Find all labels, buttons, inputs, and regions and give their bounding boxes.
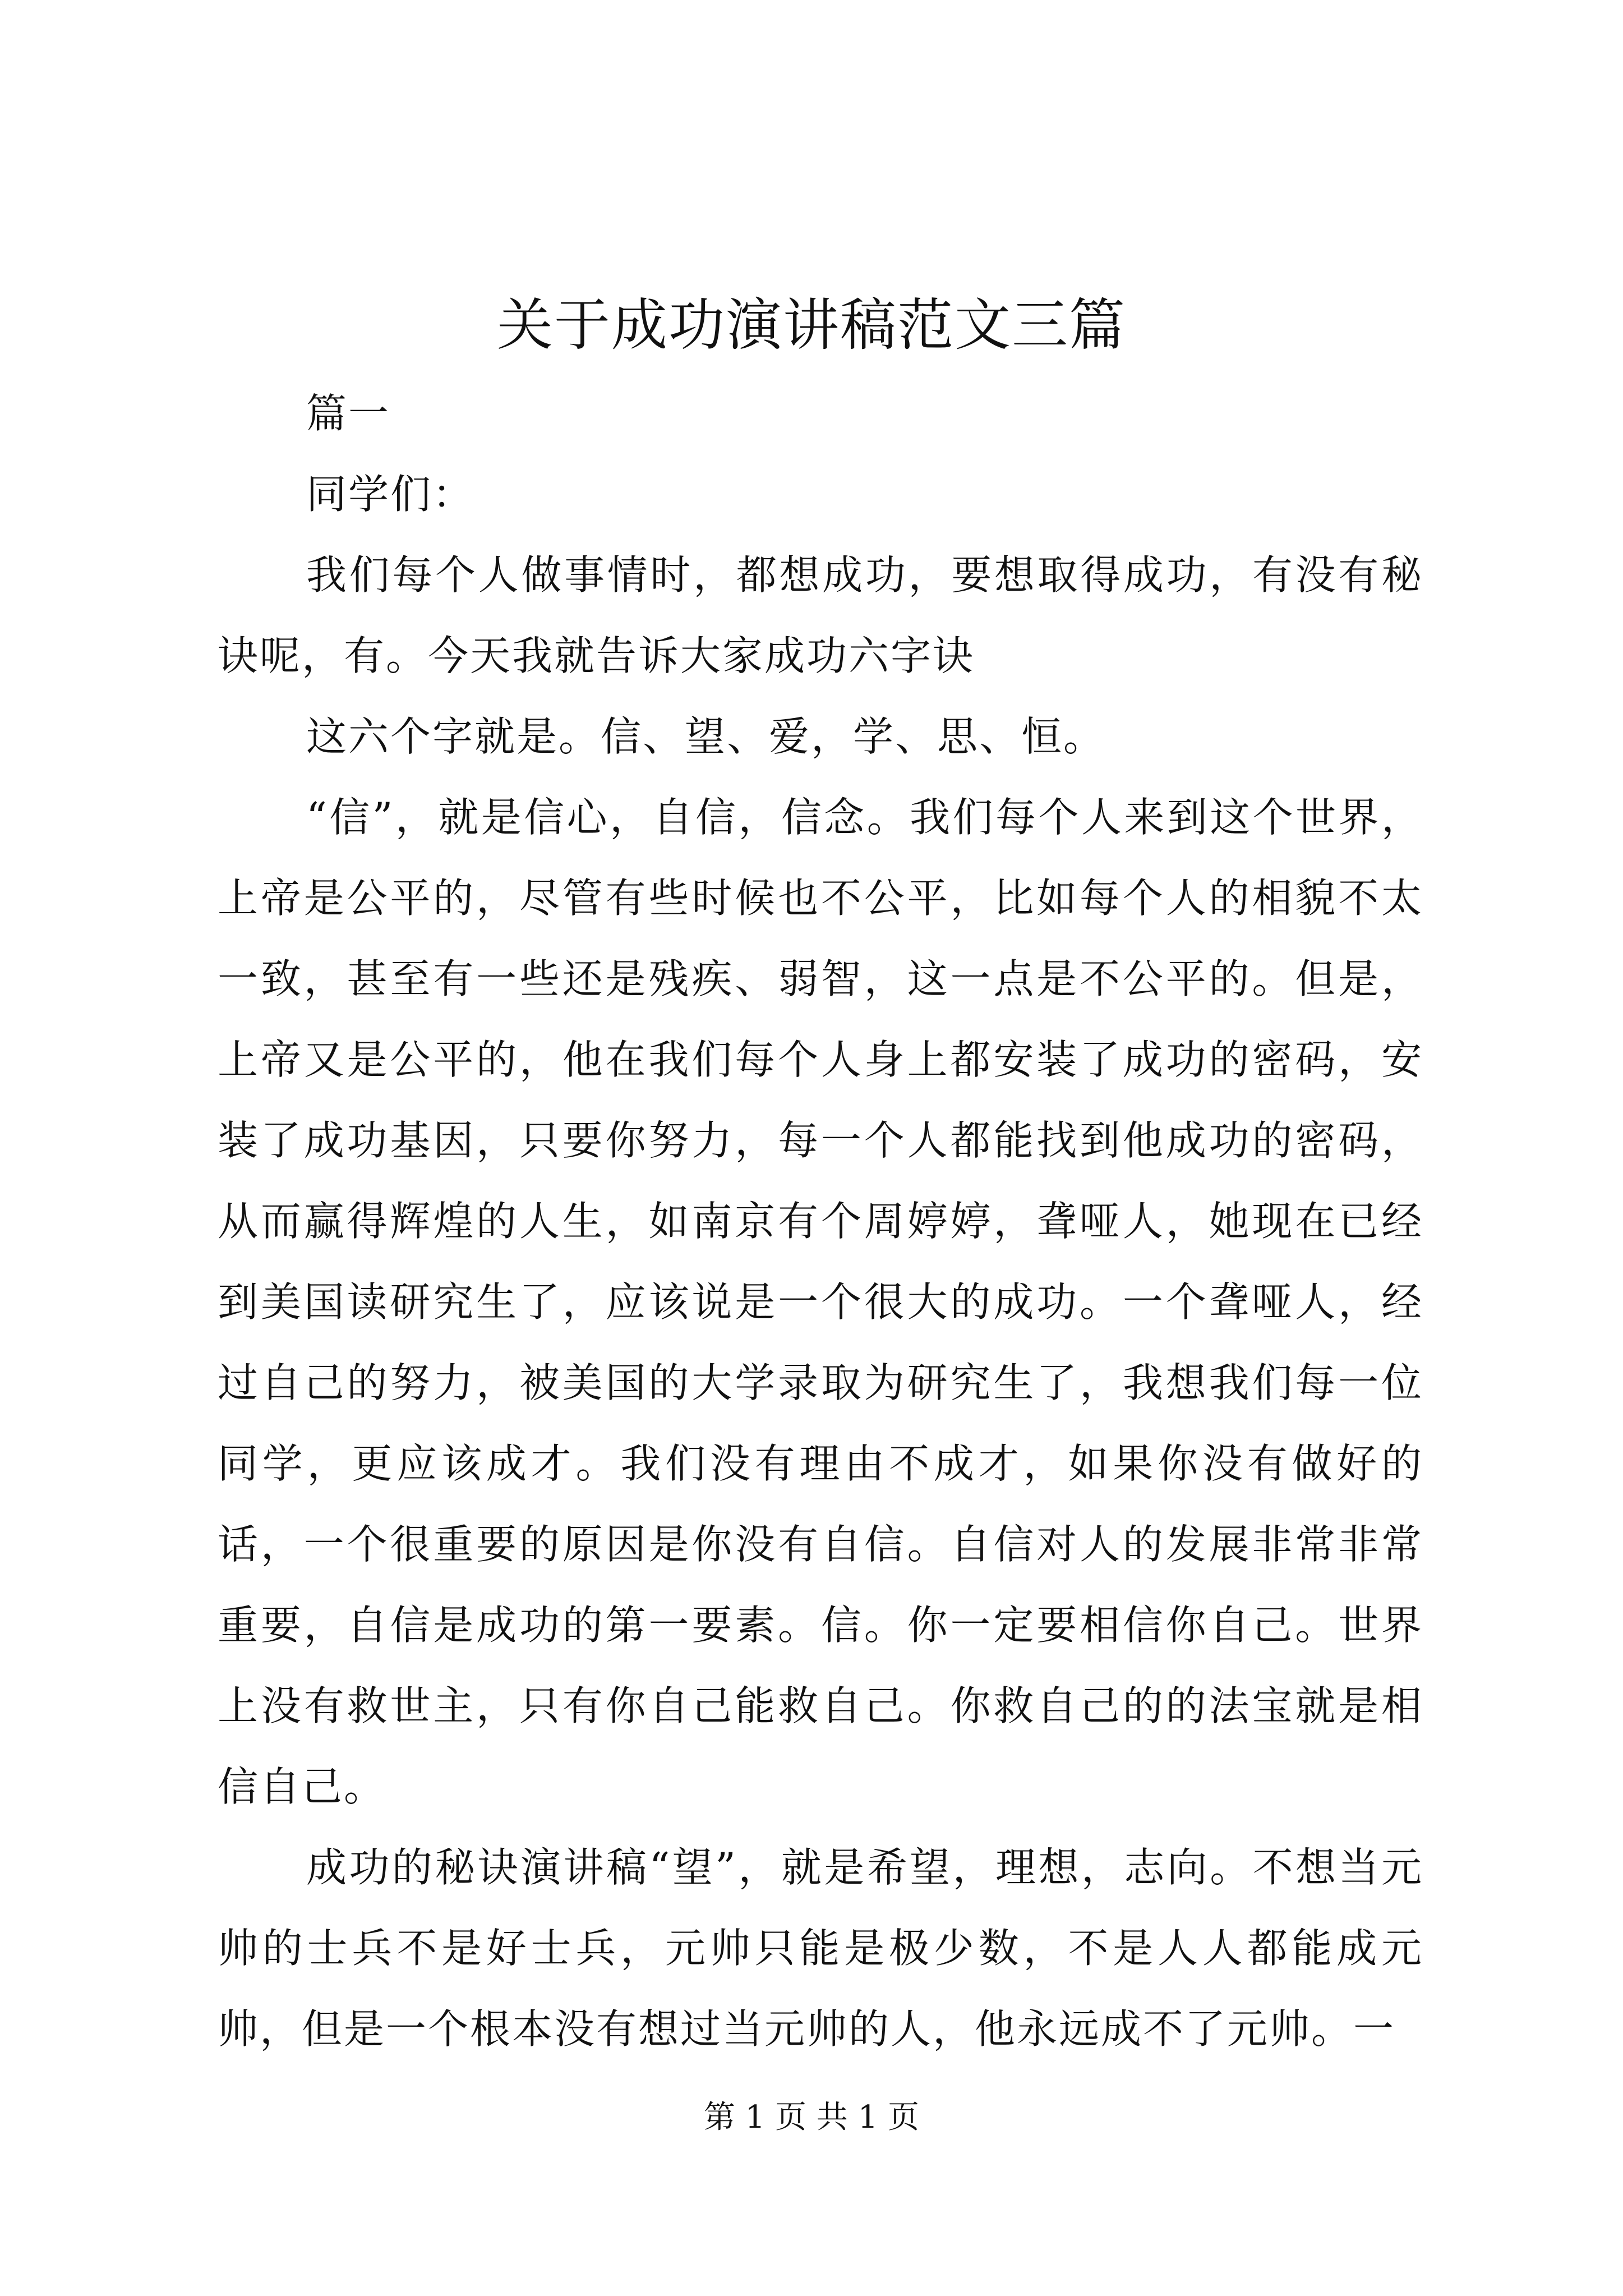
paragraph-xin: “信”，就是信心，自信，信念。我们每个人来到这个世界，上帝是公平的，尽管有些时候也不公平，比如每个人的相貌不太一致，甚至有一些还是残疾、弱智，这一点是不公平的。但是，上帝又是公平的，他在我们每个人身上都安装了成功的密码，安装了成功基因，只要你努力，每一个人都能找到他成功的密码，从而赢得辉煌的人生，如南京有个周婷婷，聋哑人，她现在已经到美国读研究生了，应该说是一个很大的成功。一个聋哑人，经过自己的努力，被美国的大学录取为研究生了，我想我们每一位同学，更应该成才。我们没有理由不成才，如果你没有做好的话，一个很重要的原因是你没有自信。自信对人的发展非常非常重要，自信是成功的第一要素。信。你一定要相信你自己。世界上没有救世主，只有你自己能救自己。你救自己的的法宝就是相信自己。 [218, 794, 1423, 1810]
paragraph-salutation: 同学们： [306, 471, 475, 518]
paragraph-six-words: 这六个字就是。信、望、爱，学、思、恒。 [306, 713, 1106, 760]
paragraph-wang: 成功的秘诀演讲稿“望”，就是希望，理想，志向。不想当元帅的士兵不是好士兵，元帅只能是极少数，不是人人都能成元帅，但是一个根本没有想过当元帅的人，他永远成不了元帅。一 [218, 1844, 1423, 2053]
paragraph-intro: 我们每个人做事情时，都想成功，要想取得成功，有没有秘诀呢，有。今天我就告诉大家成功六字诀 [218, 551, 1423, 679]
paragraph-section-heading: 篇一 [306, 390, 391, 437]
document-body [218, 373, 1423, 2069]
page-footer: 第 1 页 共 1 页 [703, 2099, 920, 2136]
document-title: 关于成功演讲稿范文三篇 [497, 292, 1126, 358]
